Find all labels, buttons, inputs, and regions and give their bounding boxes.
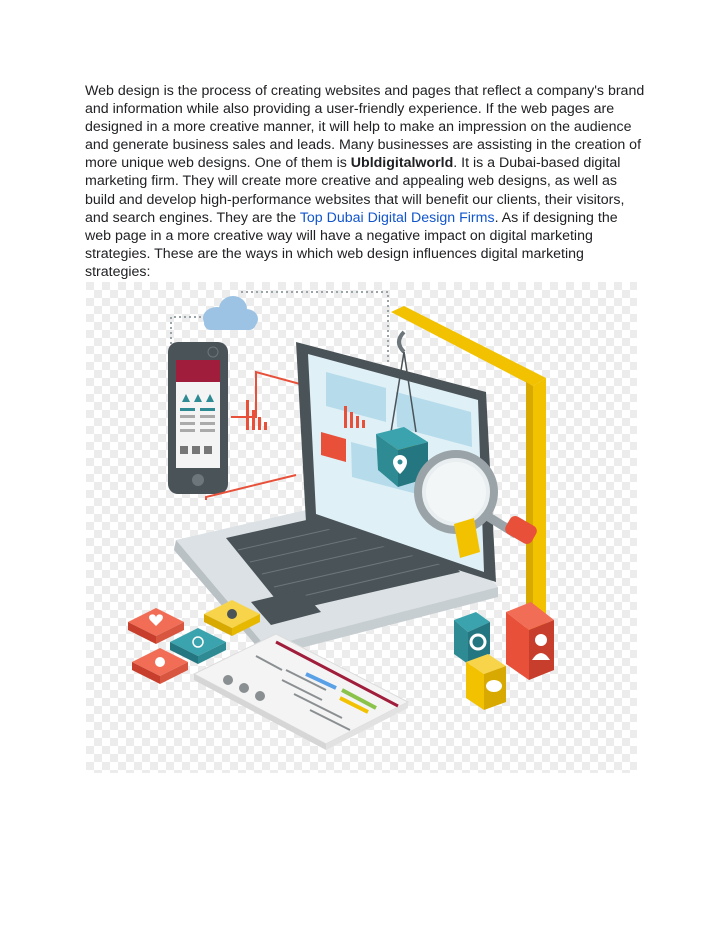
chat-icon bbox=[466, 654, 506, 710]
top-dubai-design-link[interactable]: Top Dubai Digital Design Firms bbox=[299, 209, 495, 226]
paragraph-text-1: Web design is the process of creating websites and pages that reflect a company's brand and information while also providing a user-friendly experience. If the web pages are designed in a more creative manner, it will help to make an impression on the audience and generate business sales and leads. Many businesses are assisting in the creation of more unique web designs. One of them is bbox=[85, 83, 645, 172]
paragraph-text-3: . As if designing the web page in a more creative way will have a negative impact on digital marketing strategies. These are the ways in which web design influences digital marketing strategies: bbox=[85, 209, 618, 280]
body-paragraph bbox=[85, 82, 645, 281]
smartphone bbox=[168, 342, 228, 494]
web-design-illustration bbox=[86, 282, 637, 773]
brand-name: Ubldigitalworld bbox=[350, 155, 454, 172]
paragraph-text-2: . It is a Dubai-based digital marketing firm. They will create more creative and appealing web designs, as well as build and develop high-performance websites that will benefit our clients, their visitors, and search engines. They are the bbox=[85, 155, 625, 226]
